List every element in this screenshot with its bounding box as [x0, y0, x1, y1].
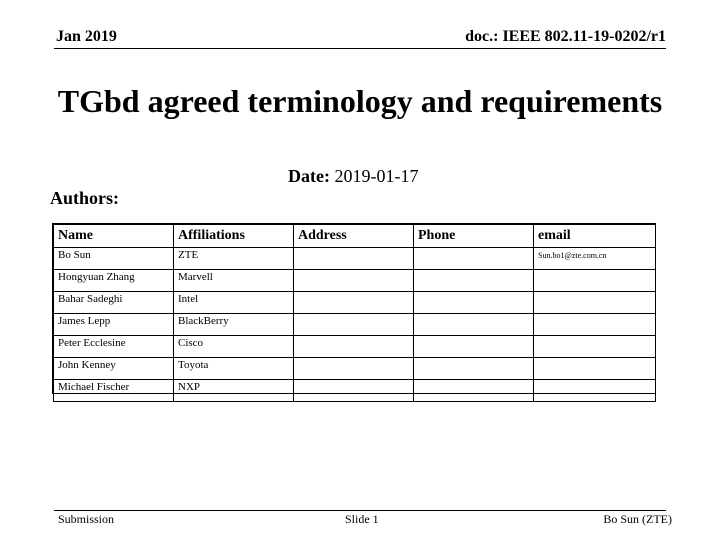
cell-phone [414, 314, 534, 336]
table-row [54, 314, 656, 336]
cell-email: Sun.bo1@zte.com.cn [534, 248, 656, 270]
cell-name: James Lepp [54, 314, 174, 336]
cell-affiliation: Cisco [174, 336, 294, 358]
col-header-affiliations: Affiliations [174, 225, 294, 248]
cell-address [294, 248, 414, 270]
cell-name: Bo Sun [54, 248, 174, 270]
table-row [54, 380, 656, 402]
cell-affiliation: ZTE [174, 248, 294, 270]
cell-address [294, 336, 414, 358]
table-row [54, 292, 656, 314]
cell-address [294, 358, 414, 380]
cell-phone [414, 336, 534, 358]
cell-affiliation: Marvell [174, 270, 294, 292]
cell-address [294, 270, 414, 292]
cell-name: Peter Ecclesine [54, 336, 174, 358]
cell-name: Michael Fischer [54, 380, 174, 402]
slide-title: TGbd agreed terminology and requirements [57, 83, 663, 119]
cell-affiliation: BlackBerry [174, 314, 294, 336]
cell-name: Bahar Sadeghi [54, 292, 174, 314]
col-header-phone: Phone [414, 225, 534, 248]
authors-table [53, 224, 656, 402]
cell-email [534, 358, 656, 380]
authors-label: Authors: [50, 188, 120, 208]
date-value: 2019-01-17 [334, 166, 419, 186]
header-divider [54, 48, 666, 49]
table-row [54, 248, 656, 270]
table-row [54, 358, 656, 380]
cell-address [294, 314, 414, 336]
col-header-name: Name [54, 225, 174, 248]
footer-submission: Submission [58, 512, 115, 526]
col-header-email: email [534, 225, 656, 248]
table-row [54, 336, 656, 358]
cell-address [294, 380, 414, 402]
date-line [288, 166, 418, 187]
cell-phone [414, 270, 534, 292]
cell-address [294, 292, 414, 314]
header-date: Jan 2019 [56, 28, 117, 45]
footer-divider [54, 510, 666, 511]
cell-phone [414, 358, 534, 380]
footer-author: Bo Sun (ZTE) [603, 512, 672, 526]
cell-name: Hongyuan Zhang [54, 270, 174, 292]
cell-email [534, 314, 656, 336]
col-header-address: Address [294, 225, 414, 248]
cell-phone [414, 248, 534, 270]
footer-slide-number: Slide 1 [345, 512, 379, 526]
date-label: Date: [288, 166, 330, 186]
cell-email [534, 270, 656, 292]
table-row [54, 270, 656, 292]
table-header-row [54, 225, 656, 248]
cell-affiliation: Toyota [174, 358, 294, 380]
cell-phone [414, 292, 534, 314]
cell-affiliation: NXP [174, 380, 294, 402]
cell-email [534, 336, 656, 358]
cell-email [534, 380, 656, 402]
cell-name: John Kenney [54, 358, 174, 380]
cell-email [534, 292, 656, 314]
cell-phone [414, 380, 534, 402]
header-doc-id: doc.: IEEE 802.11-19-0202/r1 [465, 28, 666, 45]
cell-affiliation: Intel [174, 292, 294, 314]
